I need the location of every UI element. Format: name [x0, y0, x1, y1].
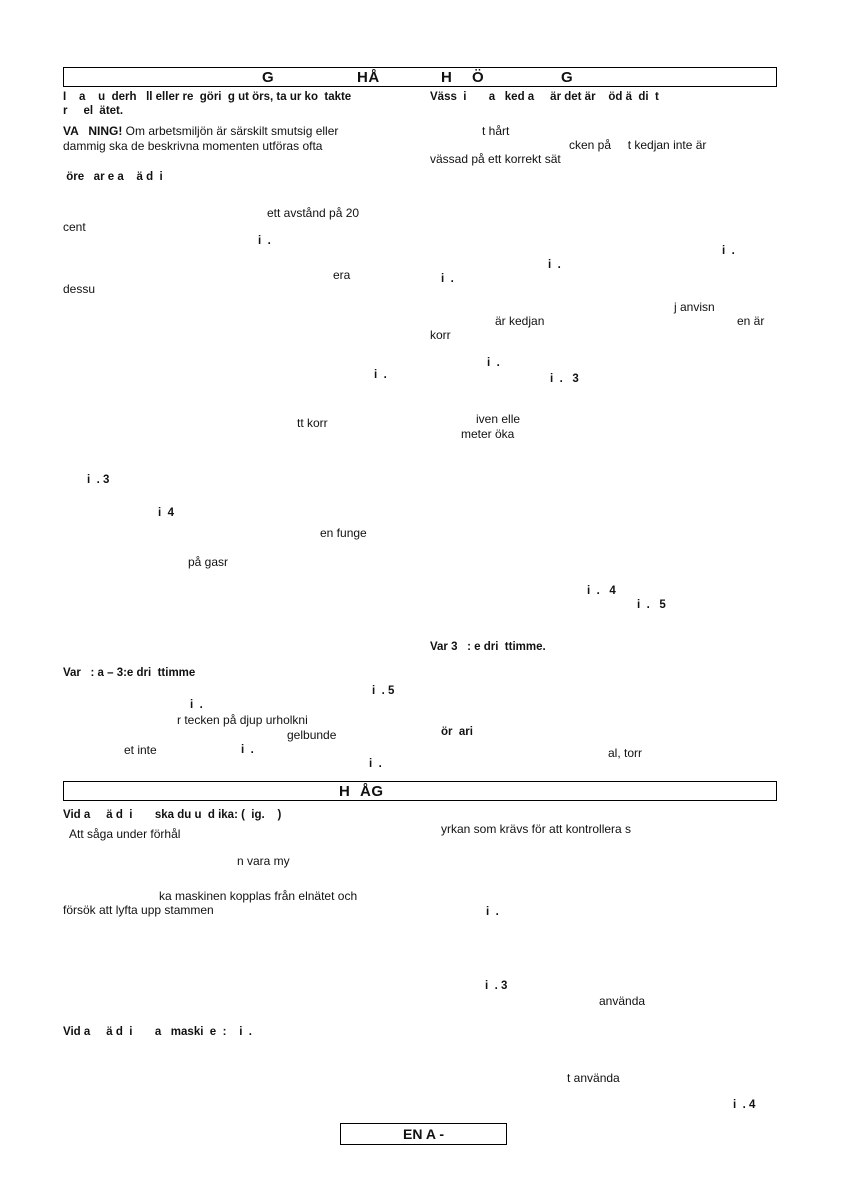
warning-label: VA NING! [63, 124, 123, 138]
text-fragment: et inte [124, 743, 157, 757]
text-fragment: yrkan som krävs för att kontrollera s [441, 822, 632, 836]
text-fragment: r tecken på djup urholkni [177, 713, 308, 727]
header-part: G [561, 69, 574, 86]
footer-text: EN A - [403, 1126, 444, 1142]
text-fragment: meter öka [461, 427, 515, 441]
text-fragment: n vara my [237, 854, 290, 868]
subheading: Var 3 : e dri ttimme. [430, 641, 546, 653]
subheading: Väss i a ked a är det är öd ä di t [430, 91, 659, 103]
intro-line: r el ätet. [63, 105, 124, 117]
figure-ref: i . [487, 357, 500, 369]
figure-ref: i . 5 [637, 599, 666, 611]
text-fragment: era [333, 268, 351, 282]
figure-ref: i . 3 [87, 474, 110, 486]
text-fragment: försök att lyfta upp stammen [63, 903, 214, 917]
text-fragment: på gasr [188, 555, 229, 569]
text-fragment: gelbunde [287, 728, 337, 742]
text-fragment: korr [430, 328, 451, 342]
text-fragment: Att såga under förhål [63, 827, 181, 841]
figure-ref: i . [190, 699, 203, 711]
header-part: H [441, 69, 453, 86]
text-fragment: en funge [320, 526, 367, 540]
text-fragment: ka maskinen kopplas från elnätet och [159, 889, 358, 903]
figure-ref: i . [369, 758, 382, 770]
text-fragment: dessu [63, 282, 96, 296]
header-part: H [339, 783, 351, 800]
text-fragment: cent [63, 220, 86, 234]
text-fragment: t använda [567, 1071, 620, 1085]
text-fragment: iven elle [476, 412, 521, 426]
figure-ref: i . [441, 273, 454, 285]
warning-text: Om arbetsmiljön är särskilt smutsig eller [122, 124, 339, 138]
header-part: Ö [472, 69, 485, 86]
text-fragment: t hårt [482, 124, 510, 138]
text-fragment: tt korr [297, 416, 328, 430]
subheading: ör ari [441, 726, 473, 738]
figure-ref: i . 4 [587, 585, 616, 597]
text-fragment: är kedjan [495, 314, 545, 328]
subheading: Var : a – 3:e dri ttimme [63, 667, 196, 679]
figure-ref: i . [241, 744, 254, 756]
figure-ref: i . 3 [485, 980, 508, 992]
figure-ref: i . [548, 259, 561, 271]
subheading: Vid a ä d i a maski e : i . [63, 1026, 252, 1038]
text-fragment: vässad på ett korrekt sät [430, 152, 561, 166]
figure-ref: i . [722, 245, 735, 257]
text-fragment: använda [599, 994, 646, 1008]
header-part: G [262, 69, 275, 86]
header-part: ÅG [360, 783, 384, 800]
figure-ref: i . 5 [372, 685, 395, 697]
figure-ref: i . 3 [550, 373, 579, 385]
warning-line: dammig ska de beskrivna momenten utföras ofta [63, 139, 323, 153]
figure-ref: i . [486, 906, 499, 918]
text-fragment: cken på t kedjan inte är [569, 138, 707, 152]
text-fragment: j anvisn [674, 300, 715, 314]
warning-paragraph [63, 124, 338, 138]
page-footer-label [340, 1123, 507, 1145]
header-part: HÅ [357, 69, 380, 86]
section-header-sawing [63, 781, 777, 801]
text-fragment: al, torr [608, 746, 643, 760]
figure-ref: i . [374, 369, 387, 381]
figure-ref: i . 4 [733, 1099, 756, 1111]
figure-ref: i 4 [158, 507, 174, 519]
text-fragment: ett avstånd på 20 [267, 206, 360, 220]
figure-ref: i . [258, 235, 271, 247]
section-header-maintenance [63, 67, 777, 87]
subheading: Vid a ä d i ska du u d ika: ( ig. ) [63, 809, 282, 821]
intro-line: I a u derh ll eller re göri g ut örs, ta ur ko takte [63, 91, 352, 103]
text-fragment: en är [737, 314, 765, 328]
subheading: öre ar e a ä d i [63, 171, 163, 183]
